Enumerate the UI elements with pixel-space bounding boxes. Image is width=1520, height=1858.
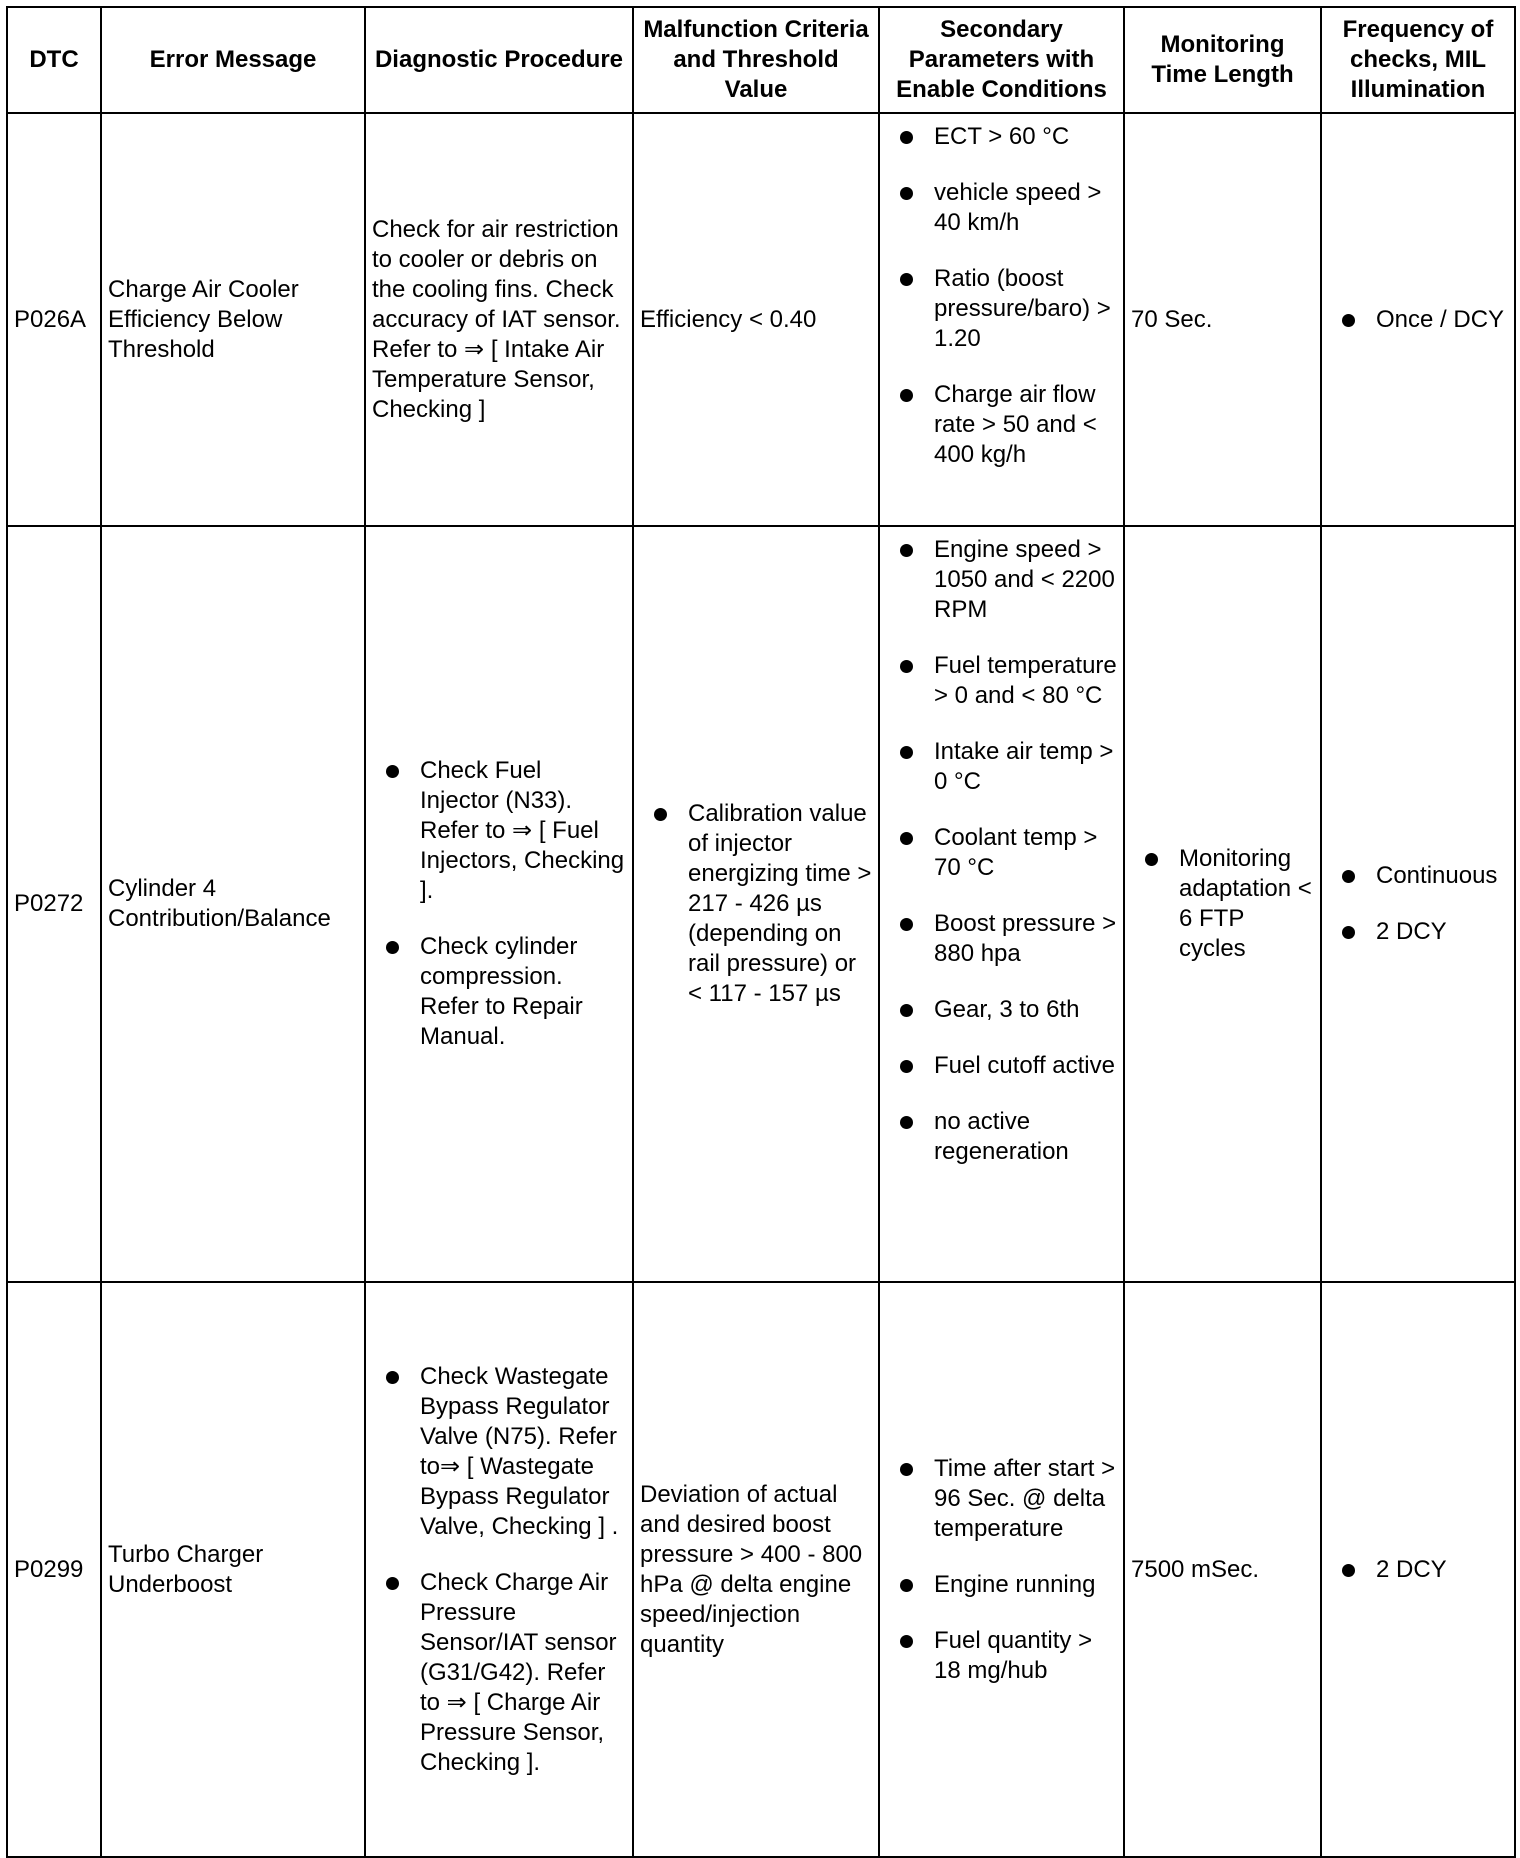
- monitoring-time-list: [1131, 844, 1314, 964]
- diagnostic-procedure-list: [372, 1362, 626, 1778]
- diagnostic-procedure: Check for air restriction to cooler or debris on the cooling fins. Check accuracy of IAT sensor. Refer to ⇒ [ Intake Air Temperature Sensor, Checking ]: [365, 113, 633, 526]
- table-row: [7, 113, 1515, 526]
- list-item: Engine speed > 1050 and < 2200 RPM: [886, 535, 1117, 625]
- dtc-code: P0299: [7, 1282, 101, 1857]
- list-item: vehicle speed > 40 km/h: [886, 178, 1117, 238]
- table-row: [7, 1282, 1515, 1857]
- frequency: [1321, 113, 1515, 526]
- error-message: Cylinder 4 Contribution/Balance: [101, 526, 365, 1282]
- secondary-parameters: [879, 526, 1124, 1282]
- header-malfunction-criteria: Malfunction Criteria and Threshold Value: [633, 7, 879, 113]
- frequency: [1321, 526, 1515, 1282]
- monitoring-time: [1124, 526, 1321, 1282]
- list-item: Calibration value of injector energizing time > 217 - 426 µs (depending on rail pressure) or < 117 - 157 µs: [640, 799, 872, 1009]
- frequency-list: [1328, 861, 1508, 947]
- frequency-list: [1328, 305, 1508, 335]
- list-item: Gear, 3 to 6th: [886, 995, 1117, 1025]
- header-secondary-parameters: Secondary Parameters with Enable Conditions: [879, 7, 1124, 113]
- frequency-list: [1328, 1555, 1508, 1585]
- list-item: Check Charge Air Pressure Sensor/IAT sensor (G31/G42). Refer to ⇒ [ Charge Air Pressure Sensor, Checking ].: [372, 1568, 626, 1778]
- monitoring-time: 70 Sec.: [1124, 113, 1321, 526]
- list-item: 2 DCY: [1328, 1555, 1508, 1585]
- secondary-parameters: [879, 1282, 1124, 1857]
- list-item: ECT > 60 °C: [886, 122, 1117, 152]
- dtc-code: P0272: [7, 526, 101, 1282]
- secondary-parameters: [879, 113, 1124, 526]
- list-item: no active regeneration: [886, 1107, 1117, 1167]
- header-monitoring-time: Monitoring Time Length: [1124, 7, 1321, 113]
- header-diagnostic-procedure: Diagnostic Procedure: [365, 7, 633, 113]
- header-error-message: Error Message: [101, 7, 365, 113]
- list-item: Ratio (boost pressure/baro) > 1.20: [886, 264, 1117, 354]
- header-dtc: DTC: [7, 7, 101, 113]
- error-message: Charge Air Cooler Efficiency Below Threshold: [101, 113, 365, 526]
- list-item: Coolant temp > 70 °C: [886, 823, 1117, 883]
- list-item: 2 DCY: [1328, 917, 1508, 947]
- header-row: [7, 7, 1515, 113]
- list-item: Fuel cutoff active: [886, 1051, 1117, 1081]
- malfunction-criteria: Efficiency < 0.40: [633, 113, 879, 526]
- list-item: Engine running: [886, 1570, 1117, 1600]
- secondary-parameters-list: [886, 535, 1117, 1167]
- list-item: Fuel quantity > 18 mg/hub: [886, 1626, 1117, 1686]
- header-frequency: Frequency of checks, MIL Illumination: [1321, 7, 1515, 113]
- list-item: Monitoring adaptation < 6 FTP cycles: [1131, 844, 1314, 964]
- monitoring-time: 7500 mSec.: [1124, 1282, 1321, 1857]
- malfunction-criteria: [633, 526, 879, 1282]
- error-message: Turbo Charger Underboost: [101, 1282, 365, 1857]
- list-item: Boost pressure > 880 hpa: [886, 909, 1117, 969]
- diagnostic-procedure: [365, 526, 633, 1282]
- malfunction-criteria: Deviation of actual and desired boost pressure > 400 - 800 hPa @ delta engine speed/injection quantity: [633, 1282, 879, 1857]
- diagnostic-procedure: [365, 1282, 633, 1857]
- malfunction-criteria-list: [640, 799, 872, 1009]
- list-item: Time after start > 96 Sec. @ delta temperature: [886, 1454, 1117, 1544]
- table-row: [7, 526, 1515, 1282]
- list-item: Check cylinder compression. Refer to Repair Manual.: [372, 932, 626, 1052]
- dtc-table: [6, 6, 1516, 1858]
- list-item: Check Wastegate Bypass Regulator Valve (N75). Refer to⇒ [ Wastegate Bypass Regulator Valve, Checking ] .: [372, 1362, 626, 1542]
- diagnostic-procedure-list: [372, 756, 626, 1052]
- list-item: Check Fuel Injector (N33). Refer to ⇒ [ Fuel Injectors, Checking ].: [372, 756, 626, 906]
- list-item: Fuel temperature > 0 and < 80 °C: [886, 651, 1117, 711]
- secondary-parameters-list: [886, 1454, 1117, 1686]
- list-item: Continuous: [1328, 861, 1508, 891]
- secondary-parameters-list: [886, 122, 1117, 470]
- list-item: Once / DCY: [1328, 305, 1508, 335]
- list-item: Intake air temp > 0 °C: [886, 737, 1117, 797]
- frequency: [1321, 1282, 1515, 1857]
- list-item: Charge air flow rate > 50 and < 400 kg/h: [886, 380, 1117, 470]
- dtc-code: P026A: [7, 113, 101, 526]
